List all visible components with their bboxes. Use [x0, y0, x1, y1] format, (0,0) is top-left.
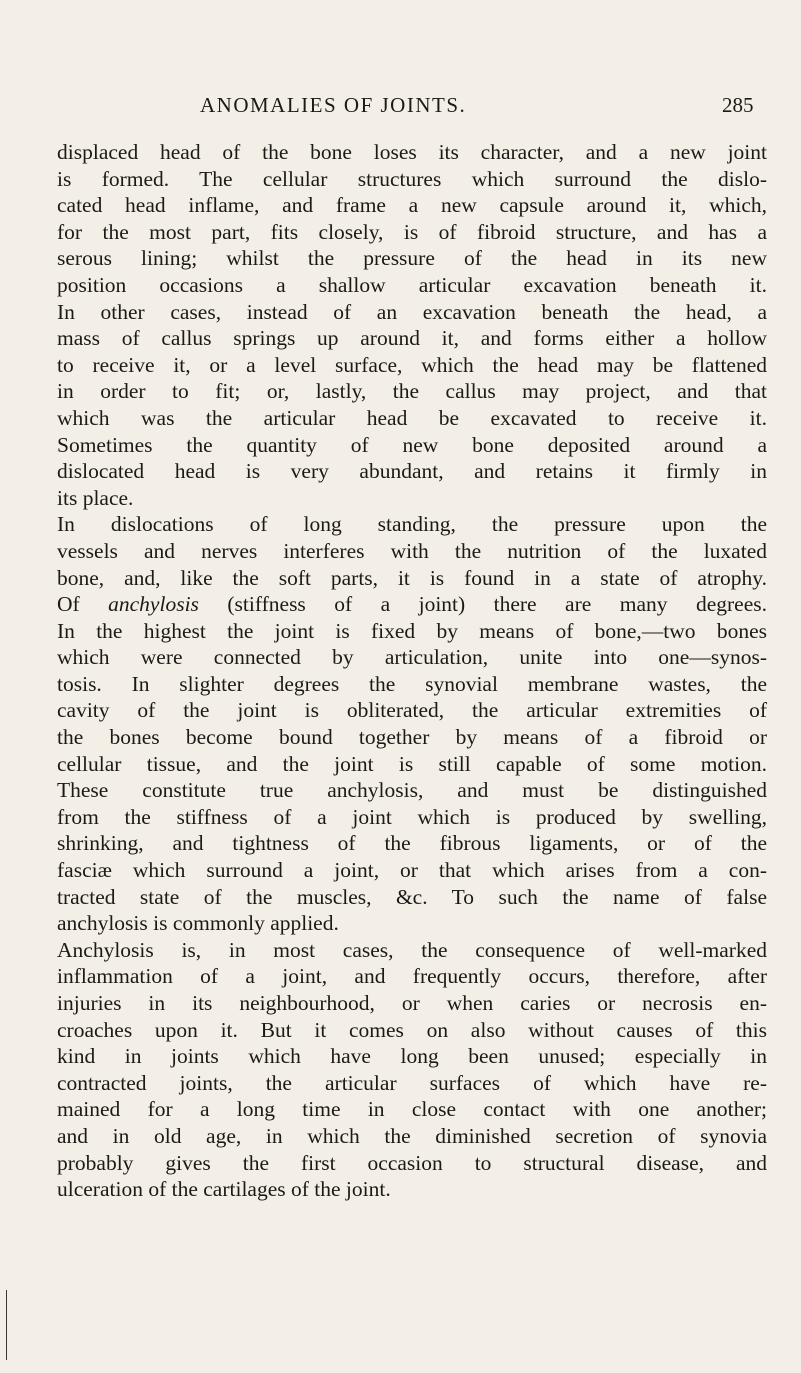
body-text — [57, 139, 767, 1203]
text-line: is formed. The cellular structures which surround the dislo- — [57, 166, 767, 191]
running-head — [0, 93, 801, 123]
text-line: and in old age, in which the diminished secretion of synovia — [57, 1123, 767, 1148]
text-line: in order to fit; or, lastly, the callus may project, and that — [57, 379, 767, 404]
text-line: position occasions a shallow articular excavation beneath it. — [57, 272, 767, 297]
line-prefix: Of — [57, 592, 109, 617]
text-line: Anchylosis is, in most cases, the consequence of well-marked — [57, 937, 767, 962]
text-line: mass of callus springs up around it, and forms either a hollow — [57, 326, 767, 351]
text-line: injuries in its neighbourhood, or when caries or necrosis en- — [57, 991, 767, 1015]
text-line: which was the articular head be excavated to receive it. — [57, 405, 767, 430]
text-line: inflammation of a joint, and frequently occurs, therefore, after — [57, 964, 767, 989]
text-line: for the most part, fits closely, is of fibroid structure, and has a — [57, 219, 767, 244]
text-line: to receive it, or a level surface, which the head may be flattened — [57, 352, 767, 377]
text-line: vessels and nerves interferes with the nutrition of the luxated — [57, 538, 767, 563]
text-line: anchylosis is commonly applied. — [57, 911, 339, 936]
text-line: cated head inflame, and frame a new capsule around it, which, — [57, 193, 767, 218]
text-line: kind in joints which have long been unused; especially in — [57, 1044, 767, 1069]
text-line: cavity of the joint is obliterated, the articular extremities of — [57, 698, 767, 723]
text-line: Sometimes the quantity of new bone deposited around a — [57, 432, 767, 457]
text-line: bone, and, like the soft parts, it is found in a state of atrophy. — [57, 565, 767, 590]
page-number: 285 — [722, 93, 754, 117]
text-line: serous lining; whilst the pressure of the head in its new — [57, 246, 767, 271]
text-line: contracted joints, the articular surfaces of which have re- — [57, 1070, 767, 1095]
text-line: These constitute true anchylosis, and must be distinguished — [57, 778, 767, 803]
text-line: croaches upon it. But it comes on also without causes of this — [57, 1017, 767, 1042]
page-edge-mark — [6, 1290, 7, 1360]
text-line: cellular tissue, and the joint is still capable of some motion. — [57, 751, 767, 776]
text-line: tracted state of the muscles, &c. To such the name of false — [57, 884, 767, 909]
text-line: tosis. In slighter degrees the synovial membrane wastes, the — [57, 671, 767, 696]
text-line: fasciæ which surround a joint, or that which arises from a con- — [57, 858, 767, 883]
text-line: probably gives the first occasion to structural disease, and — [57, 1150, 767, 1175]
text-line: which were connected by articulation, unite into one—synos- — [57, 645, 767, 670]
running-title: ANOMALIES OF JOINTS. — [200, 93, 467, 117]
text-line: In other cases, instead of an excavation beneath the head, a — [57, 299, 767, 324]
text-line: from the stiffness of a joint which is produced by swelling, — [57, 804, 767, 829]
anchylosis-definition-line — [57, 591, 767, 618]
line-suffix: (stiffness of a joint) there are many degrees. — [198, 592, 767, 617]
text-line: ulceration of the cartilages of the joint. — [57, 1177, 391, 1202]
text-line: its place. — [57, 485, 134, 510]
italic-term: anchylosis — [108, 592, 199, 617]
text-line: shrinking, and tightness of the fibrous ligaments, or of the — [57, 831, 767, 856]
text-line: In the highest the joint is fixed by means of bone,—two bones — [57, 618, 767, 643]
text-line: displaced head of the bone loses its character, and a new joint — [57, 140, 767, 164]
text-line: mained for a long time in close contact with one another; — [57, 1097, 767, 1122]
text-line: In dislocations of long standing, the pressure upon the — [57, 512, 767, 537]
text-line: the bones become bound together by means of a fibroid or — [57, 725, 767, 750]
text-line: dislocated head is very abundant, and retains it firmly in — [57, 459, 767, 484]
